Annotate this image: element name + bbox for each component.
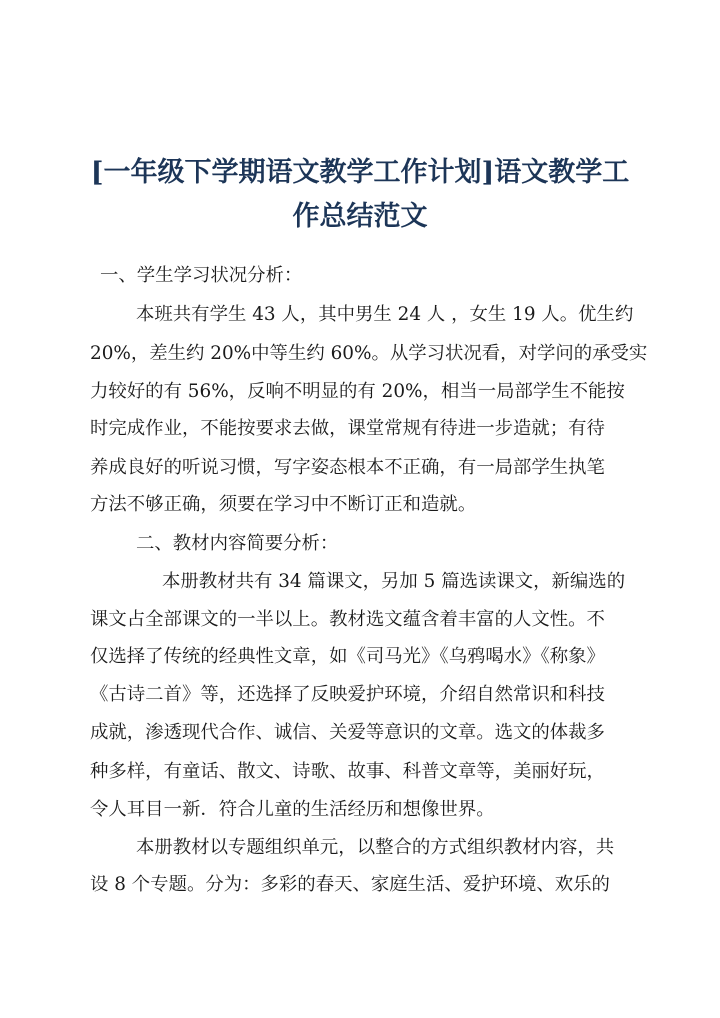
paragraph-line: 本册教材以专题组织单元，以整合的方式组织教材内容，共: [136, 837, 615, 858]
paragraph-line: 课文占全部课文的一半以上。教材选文蕴含着丰富的人文性。不: [90, 609, 605, 630]
paragraph-line: 仅选择了传统的经典性文章，如《司马光》《乌鸦喝水》《称象》: [90, 646, 605, 667]
paragraph-line: 成就，渗透现代合作、诚信、关爱等意识的文章。选文的体裁多: [90, 722, 605, 743]
document-title-line-1: [一年级下学期语文教学工作计划]语文教学工: [90, 157, 630, 188]
paragraph-line: 时完成作业，不能按要求去做，课堂常规有待进一步造就；有待: [90, 418, 605, 439]
paragraph-line: 方法不够正确，须要在学习中不断订正和造就。: [90, 494, 477, 515]
paragraph-line: 令人耳目一新．符合儿童的生活经历和想像世界。: [90, 799, 495, 820]
paragraph-line: 力较好的有 56%，反响不明显的有 20%，相当一局部学生不能按: [90, 381, 625, 402]
section-heading-student-analysis: 一、学生学习状况分析：: [100, 265, 303, 286]
paragraph-line: 本班共有学生 43 人，其中男生 24 人 ，女生 19 人。优生约: [136, 304, 634, 325]
paragraph-line: 设 8 个专题。分为：多彩的春天、家庭生活、爱护环境、欢乐的: [90, 874, 610, 895]
paragraph-line: 种多样，有童话、散文、诗歌、故事、科普文章等，美丽好玩，: [90, 761, 605, 782]
document-title-line-2: 作总结范文: [292, 201, 428, 232]
paragraph-line: 20%，差生约 20%中等生约 60%。从学习状况看，对学问的承受实: [90, 343, 648, 364]
section-heading-textbook-analysis: 二、教材内容简要分析：: [136, 533, 339, 554]
paragraph-line: 《古诗二首》等，还选择了反映爱护环境，介绍自然常识和科技: [90, 684, 605, 705]
paragraph-line: 养成良好的听说习惯，写字姿态根本不正确，有一局部学生执笔: [90, 457, 605, 478]
paragraph-line: 本册教材共有 34 篇课文，另加 5 篇选读课文，新编选的: [162, 571, 626, 592]
